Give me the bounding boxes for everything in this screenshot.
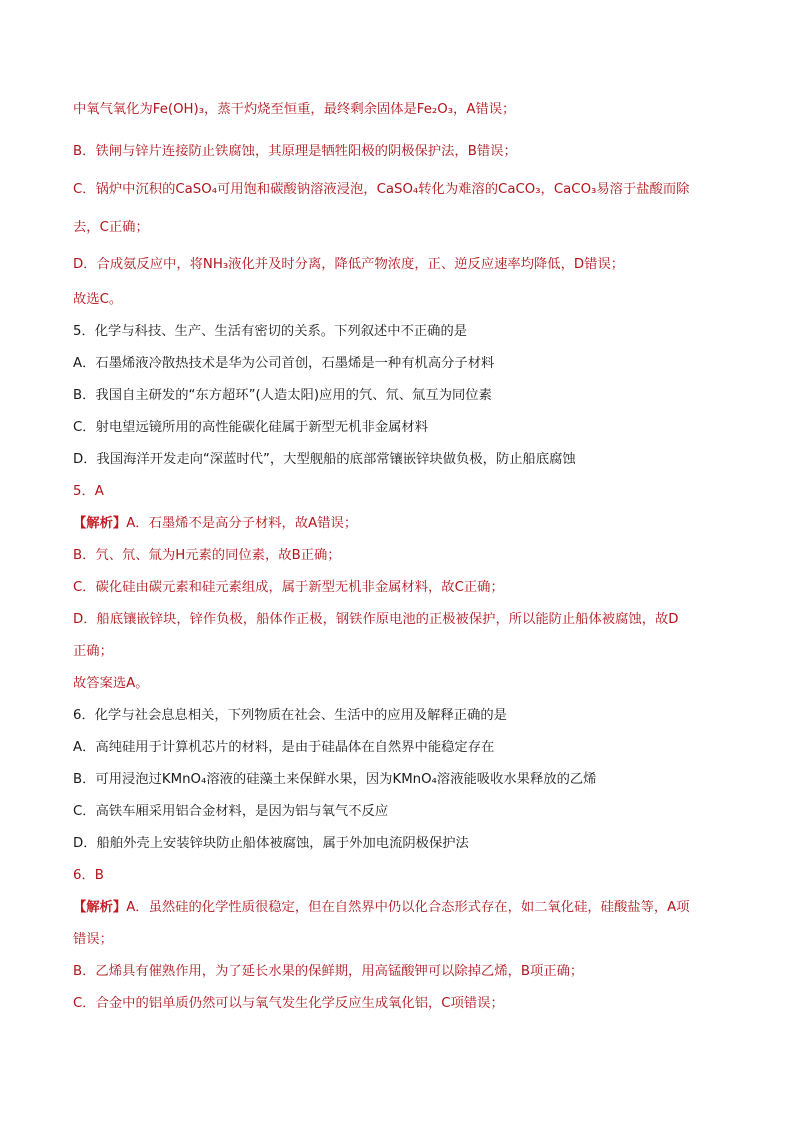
- text-line: 故答案选A。: [73, 676, 149, 691]
- text-line: 中氧气氧化为Fe(OH)₃，蒸干灼烧至恒重，最终剩余固体是Fe₂O₃，A错误；: [73, 102, 516, 117]
- option-line: C．高铁车厢采用铝合金材料，是因为铝与氧气不反应: [73, 804, 389, 819]
- answer-line: 6．B: [73, 868, 104, 883]
- option-line: D．我国海洋开发走向“深蓝时代”，大型舰船的底部常镶嵌锌块做负极，防止船底腐蚀: [73, 452, 576, 467]
- option-line: A．高纯硅用于计算机芯片的材料，是由于硅晶体在自然界中能稳定存在: [73, 740, 495, 755]
- option-line: C．射电望远镜所用的高性能碳化硅属于新型无机非金属材料: [73, 420, 429, 435]
- text-line: B．铁闸与锌片连接防止铁腐蚀，其原理是牺牲阳极的阴极保护法，B错误；: [73, 144, 517, 159]
- question-stem: 5．化学与科技、生产、生活有密切的关系。下列叙述中不正确的是: [73, 324, 468, 339]
- text-line: D．合成氨反应中，将NH₃液化并及时分离，降低产物浓度，正、逆反应速率均降低，D错误；: [73, 257, 625, 272]
- text-line: B．氕、氘、氚为H元素的同位素，故B正确；: [73, 548, 341, 563]
- text-line: C．碳化硅由碳元素和硅元素组成，属于新型无机非金属材料，故C正确；: [73, 580, 504, 595]
- analysis-line: 【解析】A．石墨烯不是高分子材料，故A错误；: [73, 516, 358, 531]
- analysis-tag: 【解析】: [73, 516, 127, 531]
- question-stem: 6．化学与社会息息相关，下列物质在社会、生活中的应用及解释正确的是: [73, 708, 507, 723]
- answer-line: 5．A: [73, 484, 104, 499]
- analysis-tag: 【解析】: [73, 900, 127, 915]
- text-line: 错误；: [73, 932, 113, 947]
- text-line: B．乙烯具有催熟作用，为了延长水果的保鲜期，用高锰酸钾可以除掉乙烯，B项正确；: [73, 964, 584, 979]
- text-line: 故选C。: [73, 292, 123, 307]
- text-line: 去，C正确；: [73, 220, 149, 235]
- option-line: B．我国自主研发的“东方超环”(人造太阳)应用的氕、氘、氚互为同位素: [73, 388, 492, 403]
- text-line: C．合金中的铝单质仍然可以与氧气发生化学反应生成氧化铝，C项错误；: [73, 996, 504, 1011]
- option-line: D．船舶外壳上安装锌块防止船体被腐蚀，属于外加电流阴极保护法: [73, 836, 469, 851]
- option-line: B．可用浸泡过KMnO₄溶液的硅藻土来保鲜水果，因为KMnO₄溶液能吸收水果释放的乙烯: [73, 772, 597, 787]
- analysis-line: 【解析】A．虽然硅的化学性质很稳定，但在自然界中仍以化合态形式存在，如二氧化硅，硅酸盐等，A项: [73, 900, 690, 915]
- text-line: D．船底镶嵌锌块，锌作负极，船体作正极，钢铁作原电池的正极被保护，所以能防止船体被腐蚀，故D: [73, 612, 679, 627]
- text-line: C．锅炉中沉积的CaSO₄可用饱和碳酸钠溶液浸泡，CaSO₄转化为难溶的CaCO₃，CaCO₃易溶于盐酸而除: [73, 182, 690, 197]
- option-line: A．石墨烯液冷散热技术是华为公司首创，石墨烯是一种有机高分子材料: [73, 356, 495, 371]
- text-line: 正确；: [73, 644, 113, 659]
